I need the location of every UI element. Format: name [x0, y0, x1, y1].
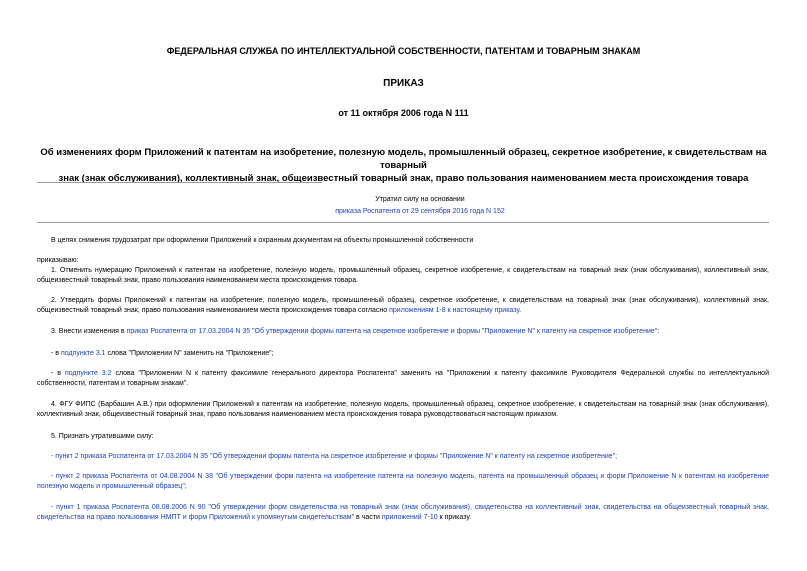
agency-heading: ФЕДЕРАЛЬНАЯ СЛУЖБА ПО ИНТЕЛЛЕКТУАЛЬНОЙ СОБСТВЕННОСТИ, ПАТЕНТАМ И ТОВАРНЫМ ЗНАКАМ [166, 46, 641, 56]
paragraph-3-sub-2 [37, 369, 769, 389]
order-word: приказываю: [37, 257, 79, 264]
paragraph-5-item-3-end: к приказу. [439, 514, 472, 521]
paragraph-5-item-3-mid: в части [356, 514, 380, 521]
document-title-line1: Об изменениях форм Приложений к патентам на изобретение, полезную модель, промышленный образец, секретное изобретение, к свидетельствам на товарный [40, 147, 767, 171]
paragraph-5: 5. Признать утратившими силу: [51, 433, 154, 440]
paragraph-1: 1. Отменить нумерацию Приложений к патентам на изобретение, полезную модель, промышленный образец, секретное изобретение, к свидетельствам на товарный знак (знак обслуживания), коллективный знак, общеизвестный товарный знак, право пользования наименованием места происхождения товара. [37, 267, 769, 284]
paragraph-3-sub-1-text: слова "Приложении N" заменить на "Приложение"; [107, 350, 274, 357]
paragraph-3-sub-1 [37, 349, 769, 359]
document-type: ПРИКАЗ [383, 78, 424, 89]
paragraph-5-item-3-link[interactable]: - пункт 1 приказа Роспатента 08.08.2006 N 90 "Об утверждении форм свидетельства на товарный знак (знак обслуживания), свидетельства на коллективный знак, свидетельства на общеизвестный товарный знак, свидетельства на право пользования НМПТ и форм Приложений к упомянутым свидетельствам" [37, 504, 769, 521]
note-divider [37, 222, 769, 223]
paragraph-2-link[interactable]: приложениям 1-8 к настоящему приказу [389, 307, 520, 314]
paragraph-3-sub-2-text: слова "Приложении N к патенту факсимиле генерального директора Роспатента" заменить на "Приложении к патенту факсимиле Руководителя Федеральной службы по интеллектуальной собственности, патентам и товарным знакам". [37, 370, 769, 387]
paragraph-3-end: : [657, 328, 660, 335]
title-divider [37, 182, 322, 183]
paragraph-3-sub-1-link[interactable]: подпункте 3.1 [60, 350, 106, 357]
paragraph-3-sub-2-link[interactable]: подпункте 3.2 [64, 370, 112, 377]
document-date-number: от 11 октября 2006 года N 111 [338, 108, 469, 118]
paragraph-3-sub-1-prefix: - в [51, 350, 59, 357]
paragraph-5-item-2[interactable]: - пункт 2 приказа Роспатента от 04.08.2004 N 38 "Об утверждении форм патента на изобретение патента на полезную модель, патента на промышленный образец и форм Приложение N к патентам на изобретение полезную модель и промышленный образец"; [37, 473, 769, 490]
paragraph-3-text: 3. Внести изменения в [51, 328, 125, 335]
document-title [30, 146, 777, 185]
paragraph-2 [37, 296, 769, 316]
paragraph-5-item-3-link2[interactable]: приложений 7-10 [381, 514, 438, 521]
preamble-paragraph: В целях снижения трудозатрат при оформлении Приложений к охранным документам на объекты промышленной собственности [51, 237, 474, 244]
document-title-line2: знак (знак обслуживания), коллективный знак, общеизвестный товарный знак, право пользования наименованием места происхождения товара [58, 173, 749, 184]
status-note-text: Утратил силу на основании [375, 196, 465, 203]
paragraph-5-item-1[interactable]: - пункт 2 приказа Роспатента от 17.03.2004 N 35 "Об утверждении формы патента на секретное изобретение и формы "Приложение N" к патенту на секретное изобретение"; [51, 453, 618, 460]
paragraph-4: 4. ФГУ ФИПС (Барбашин А.В.) при оформлении Приложений к патентам на изобретение, полезную модель, промышленный образец, секретное изобретение, к свидетельствам на товарный знак (знак обслуживания), коллективный знак, общеизвестный товарный знак, право пользования наименованием места происхождения товара руководствоваться настоящим приказом. [37, 401, 769, 418]
paragraph-2-text: 2. Утвердить формы Приложений к патентам на изобретение, полезную модель, промышленный образец, секретное изобретение, к свидетельствам на товарный знак (знак обслуживания), коллективный знак, общеизвестный товарный знак, право пользования наименованием места происхождения товара согласно [37, 297, 769, 314]
paragraph-5-item-3 [37, 503, 769, 523]
paragraph-2-end: . [519, 307, 522, 314]
paragraph-3-sub-2-prefix: - в [51, 370, 61, 377]
status-note [320, 195, 520, 217]
paragraph-3 [37, 327, 769, 337]
status-note-link[interactable]: приказа Роспатента от 29 сентября 2016 года N 152 [335, 208, 505, 215]
paragraph-3-link[interactable]: приказ Роспатента от 17.03.2004 N 35 "Об утверждении формы патента на секретное изобретение и формы "Приложение N" к патенту на секретное изобретение" [126, 328, 658, 335]
